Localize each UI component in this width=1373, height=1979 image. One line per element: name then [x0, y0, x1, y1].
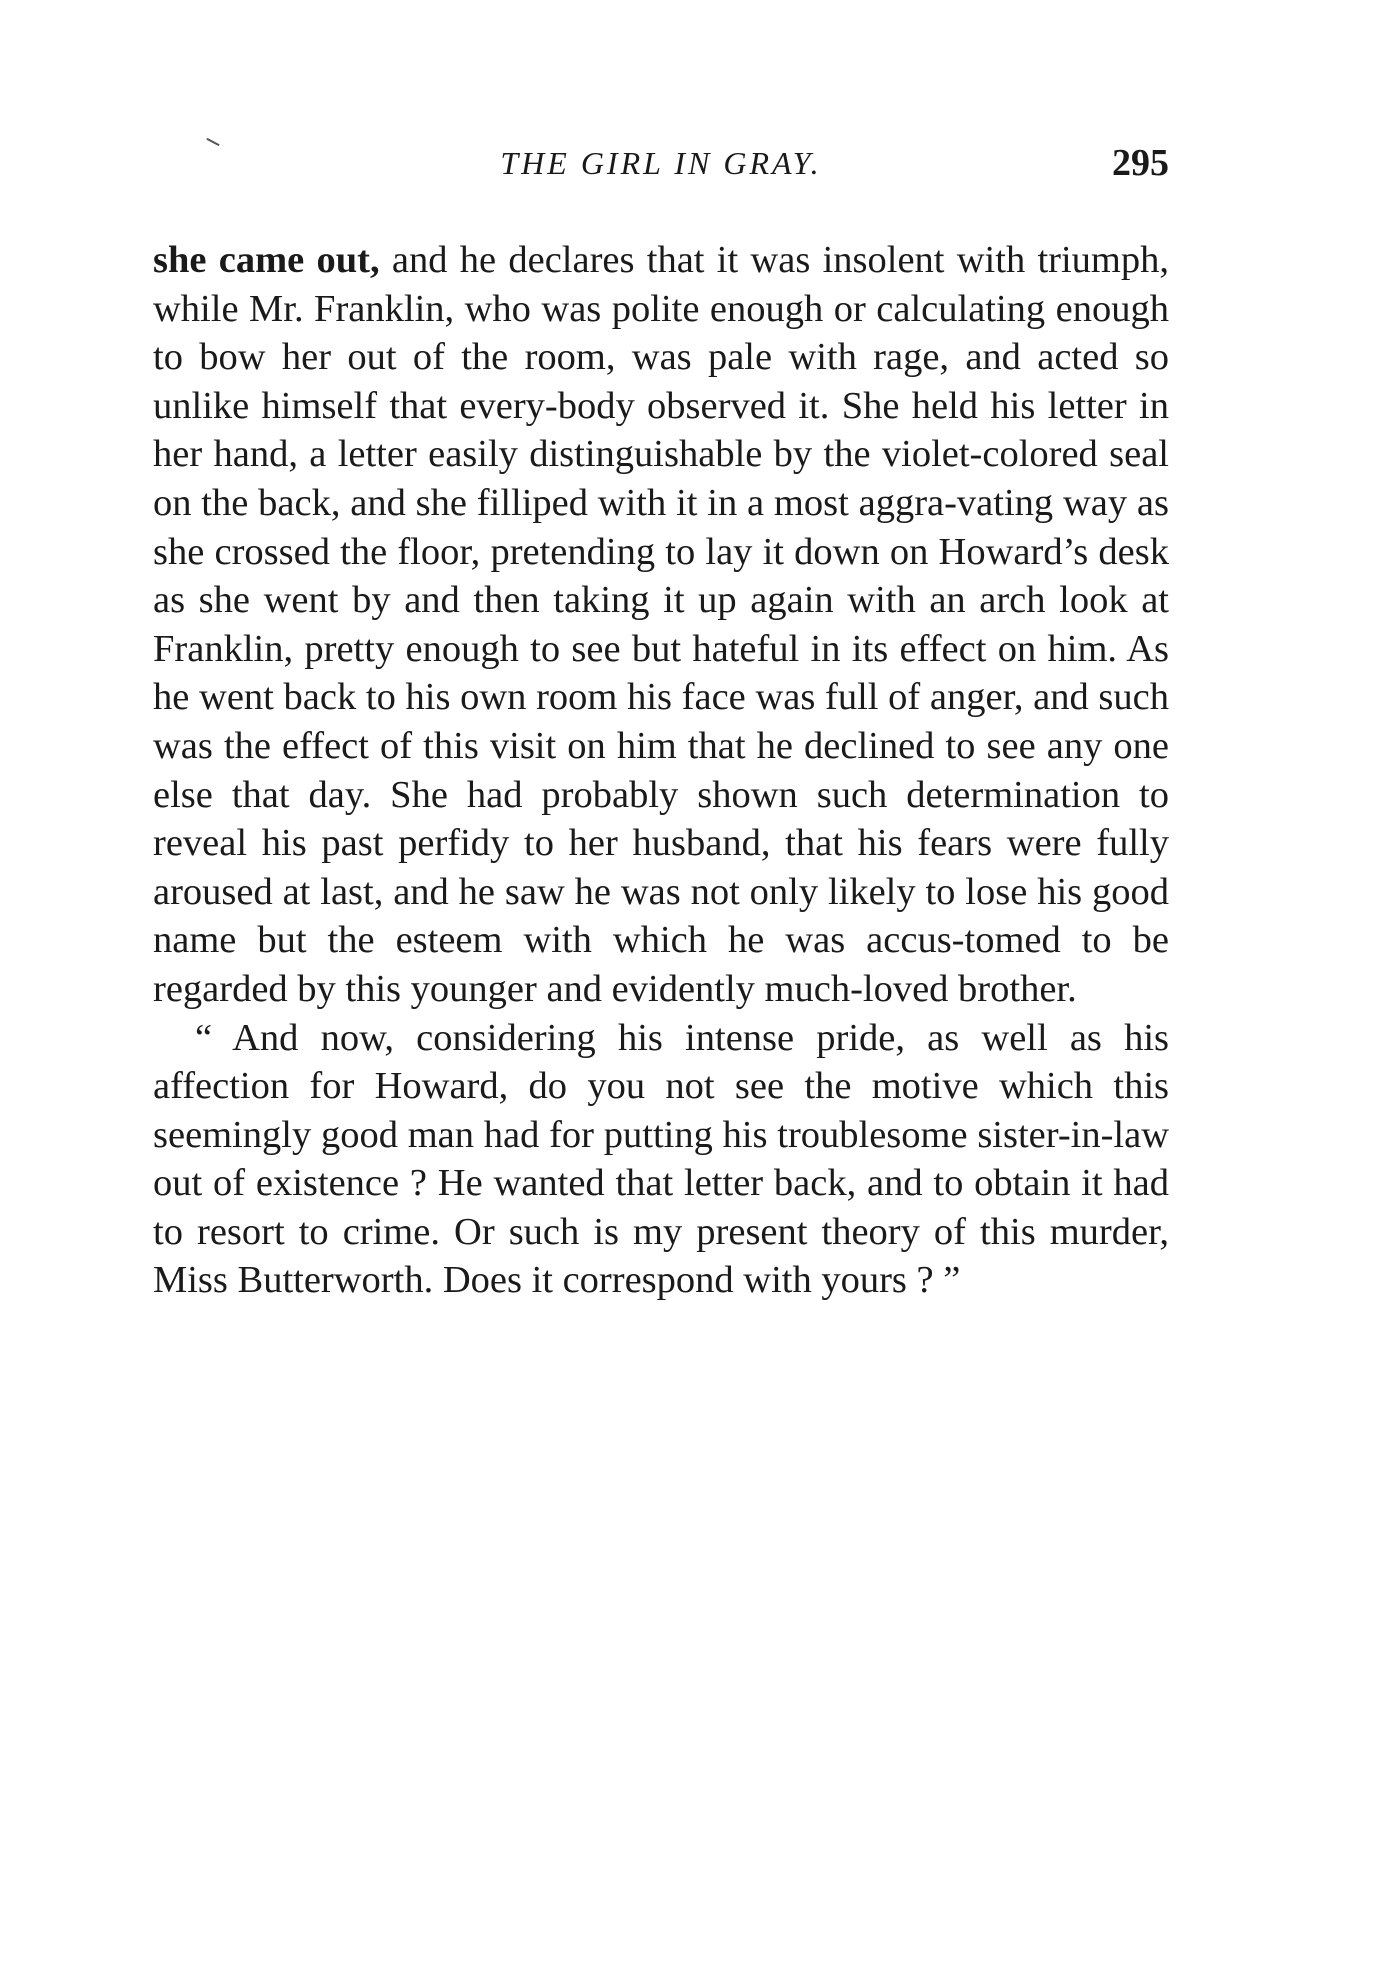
running-head — [153, 138, 1169, 188]
running-title: THE GIRL IN GRAY. — [500, 145, 822, 181]
body-text — [153, 236, 1169, 1305]
paragraph-1 — [153, 236, 1169, 1014]
paragraph-1-lead: she came out, — [153, 239, 380, 281]
paragraph-1-text: and he declares that it was insolent with triumph, while Mr. Franklin, who was polite enough or calculating enough to bow her out of the room, was pale with rage, and acted so unlike himself that every-body observed it. She held his letter in her hand, a letter easily distinguishable by the violet-colored seal on the back, and she filliped with it in a most aggra-vating way as she crossed the floor, pretending to lay it down on Howard’s desk as she went by and then taking it up again with an arch look at Franklin, pretty enough to see but hateful in its effect on him. As he went back to his own room his face was full of anger, and such was the effect of this visit on him that he declined to see any one else that day. She had probably shown such determination to reveal his past perfidy to her husband, that his fears were fully aroused at last, and he saw he was not only likely to lose his good name but the esteem with which he was accus-tomed to be regarded by this younger and evidently much-loved brother. — [153, 239, 1170, 1010]
page-number: 295 — [1112, 142, 1169, 184]
paragraph-2 — [153, 1014, 1169, 1306]
paragraph-2-text: “ And now, considering his intense pride, as well as his affection for Howard, do you not see the motive which this seemingly good man had for putting his troublesome sister-in-law out of existence ? He wanted that letter back, and to obtain it had to resort to crime. Or such is my present theory of this murder, Miss Butterworth. Does it correspond with yours ? ” — [153, 1016, 1169, 1302]
